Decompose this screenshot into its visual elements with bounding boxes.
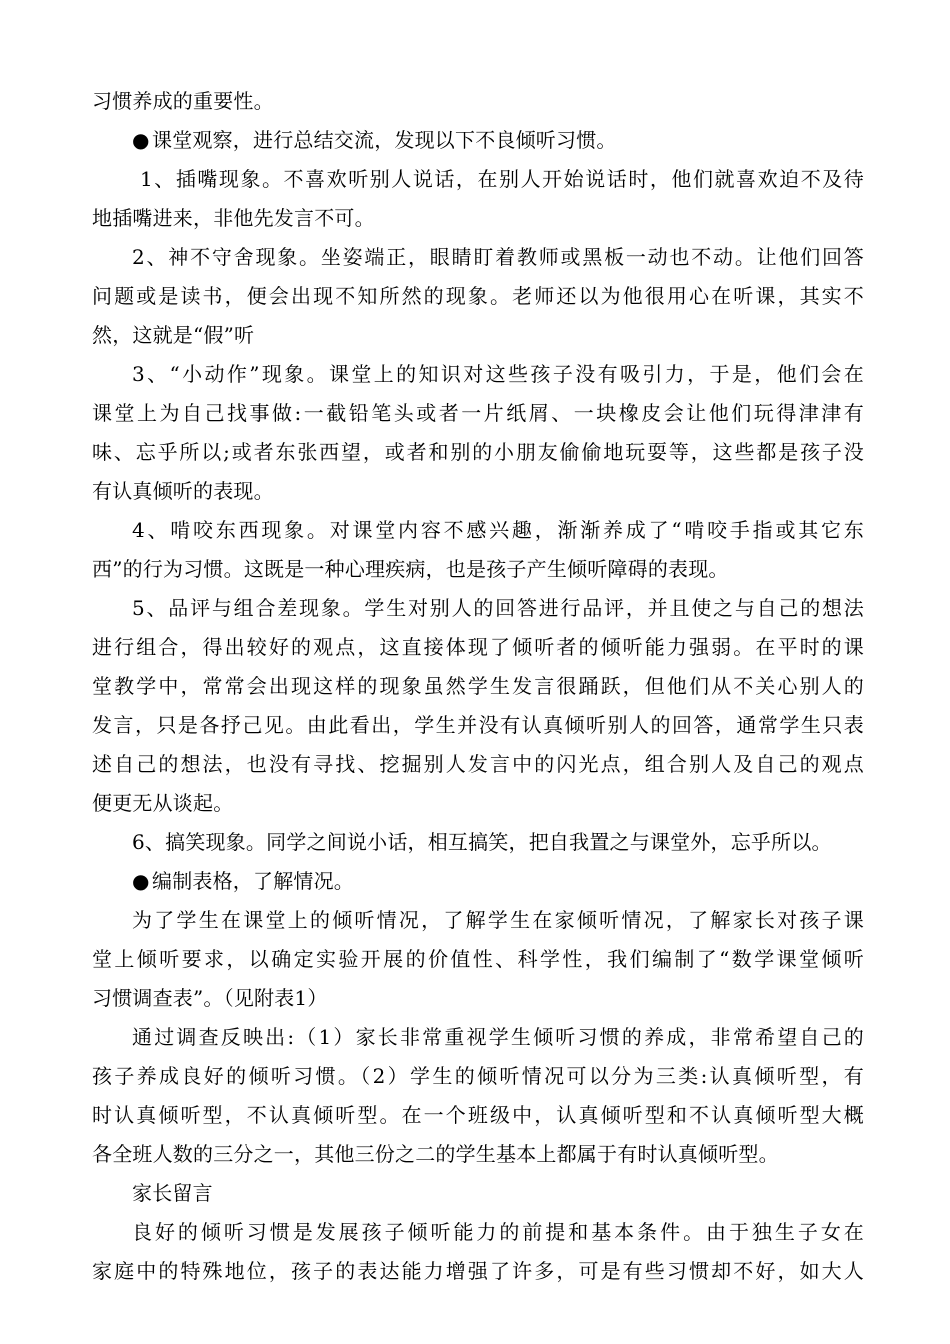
line-text: 2、神不守舍现象。坐姿端正，眼睛盯着教师或黑板一动也不动。让他们回答: [132, 245, 864, 269]
line-text: 习惯调查表”。（见附表1）: [92, 986, 328, 1010]
line-text: 5、品评与组合差现象。学生对别人的回答进行品评，并且使之与自己的想法: [132, 596, 864, 620]
paragraph-line: [92, 511, 864, 550]
line-text: 时认真倾听型，不认真倾听型。在一个班级中，认真倾听型和不认真倾听型大概: [92, 1103, 864, 1127]
paragraph-line: [92, 862, 864, 901]
line-text: 家庭中的特殊地位，孩子的表达能力增强了许多，可是有些习惯却不好，如大人: [92, 1259, 864, 1283]
paragraph-line: [92, 121, 864, 160]
paragraph-line: [92, 1057, 864, 1096]
line-text: 孩子养成良好的倾听习惯。（2）学生的倾听情况可以分为三类:认真倾听型，有: [92, 1064, 864, 1088]
paragraph-line: [92, 355, 864, 394]
line-text: 4、啃咬东西现象。对课堂内容不感兴趣，渐渐养成了“啃咬手指或其它东: [132, 518, 864, 542]
paragraph-line: [92, 1252, 864, 1291]
line-text: 堂教学中，常常会出现这样的现象虽然学生发言很踊跃，但他们从不关心别人的: [92, 674, 864, 698]
paragraph-line: [92, 160, 864, 199]
line-text: 发言，只是各抒己见。由此看出，学生并没有认真倾听别人的回答，通常学生只表: [92, 713, 864, 737]
line-text: 1、插嘴现象。不喜欢听别人说话，在别人开始说话时，他们就喜欢迫不及待: [140, 167, 864, 191]
paragraph-line: [92, 1018, 864, 1057]
paragraph-line: [92, 277, 864, 316]
bullet-icon: ●: [132, 869, 150, 893]
paragraph-line: [92, 901, 864, 940]
line-text: 有认真倾听的表现。: [92, 479, 274, 503]
paragraph-line: [92, 394, 864, 433]
paragraph-line: [92, 433, 864, 472]
paragraph-line: [92, 199, 864, 238]
paragraph-line: [92, 589, 864, 628]
paragraph-line: [92, 1174, 864, 1213]
paragraph-line: [92, 316, 864, 355]
bullet-icon: ●: [132, 128, 150, 152]
paragraph-line: [92, 628, 864, 667]
paragraph-line: [92, 550, 864, 589]
paragraph-line: [92, 706, 864, 745]
line-text: 6、搞笑现象。同学之间说小话，相互搞笑，把自我置之与课堂外，忘乎所以。: [132, 830, 832, 854]
line-text: 为了学生在课堂上的倾听情况，了解学生在家倾听情况，了解家长对孩子课: [132, 908, 864, 932]
paragraph-line: [92, 1135, 864, 1174]
line-text: 述自己的想法，也没有寻找、挖掘别人发言中的闪光点，组合别人及自己的观点: [92, 752, 864, 776]
paragraph-line: [92, 745, 864, 784]
line-text: 然，这就是“假”听: [92, 323, 255, 347]
line-text: 各全班人数的三分之一，其他三份之二的学生基本上都属于有时认真倾听型。: [92, 1142, 779, 1166]
line-text: 味、忘乎所以;或者东张西望，或者和别的小朋友偷偷地玩耍等，这些都是孩子没: [92, 440, 864, 464]
line-text: 便更无从谈起。: [92, 791, 234, 815]
paragraph-line: [92, 979, 864, 1018]
line-text: 地插嘴进来，非他先发言不可。: [92, 206, 375, 230]
line-text: 3、“小动作”现象。课堂上的知识对这些孩子没有吸引力，于是，他们会在: [132, 362, 864, 386]
paragraph-line: [92, 472, 864, 511]
line-text: 习惯养成的重要性。: [92, 89, 274, 113]
line-text: 堂上倾听要求，以确定实验开展的价值性、科学性，我们编制了“数学课堂倾听: [92, 947, 864, 971]
line-text: 西”的行为习惯。这既是一种心理疾病，也是孩子产生倾听障碍的表现。: [92, 557, 729, 581]
line-text: 编制表格，了解情况。: [152, 869, 354, 893]
paragraph-line: [92, 82, 864, 121]
line-text: 进行组合，得出较好的观点，这直接体现了倾听者的倾听能力强弱。在平时的课: [92, 635, 864, 659]
line-text: 通过调查反映出:（1）家长非常重视学生倾听习惯的养成，非常希望自己的: [132, 1025, 864, 1049]
line-text: 家长留言: [132, 1181, 213, 1205]
document-body: [92, 82, 864, 1291]
paragraph-line: [92, 238, 864, 277]
line-text: 课堂观察，进行总结交流，发现以下不良倾听习惯。: [152, 128, 617, 152]
paragraph-line: [92, 667, 864, 706]
paragraph-line: [92, 823, 864, 862]
paragraph-line: [92, 940, 864, 979]
line-text: 问题或是读书，便会出现不知所然的现象。老师还以为他很用心在听课，其实不: [92, 284, 864, 308]
paragraph-line: [92, 1096, 864, 1135]
paragraph-line: [92, 784, 864, 823]
line-text: 良好的倾听习惯是发展孩子倾听能力的前提和基本条件。由于独生子女在: [132, 1220, 864, 1244]
paragraph-line: [92, 1213, 864, 1252]
line-text: 课堂上为自己找事做:一截铅笔头或者一片纸屑、一块橡皮会让他们玩得津津有: [92, 401, 864, 425]
